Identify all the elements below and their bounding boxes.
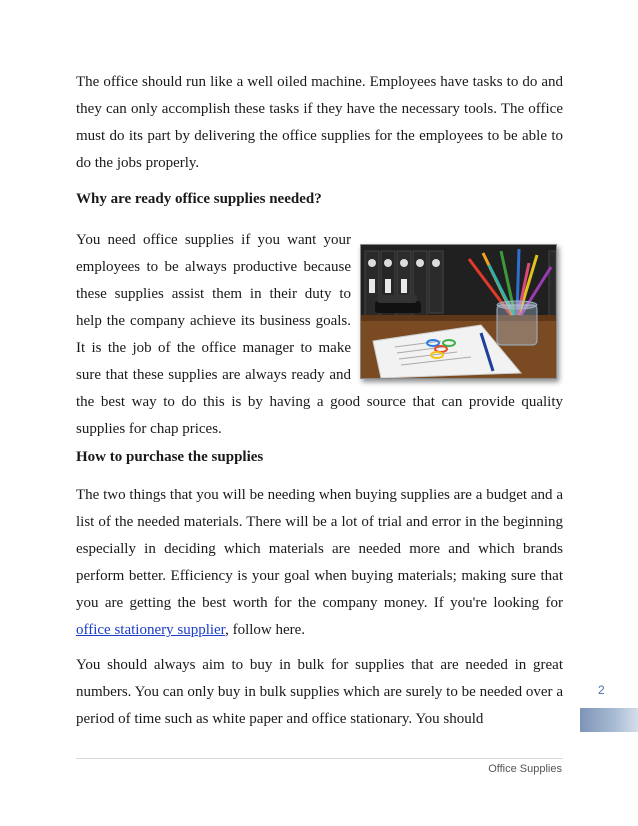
purchase-text-end: , follow here. bbox=[225, 622, 306, 638]
purchase-text: The two things that you will be needing when buying supplies are a budget and a list of the needed materials. There will be a lot of trial and error in the beginning especially in deciding which materials are needed more and which brands perform better. Efficiency is your goal when buying materials; making sure that you are getting the best worth for the company money. If you're looking for bbox=[76, 487, 563, 611]
heading-why-supplies: Why are ready office supplies needed? bbox=[76, 191, 322, 207]
image-wrap-spacer bbox=[351, 227, 563, 377]
footer-title: Office Supplies bbox=[488, 763, 562, 775]
heading-how-to-purchase: How to purchase the supplies bbox=[76, 449, 264, 465]
page-number: 2 bbox=[598, 683, 605, 697]
footer-divider bbox=[76, 758, 563, 759]
intro-paragraph: The office should run like a well oiled machine. Employees have tasks to do and they can only accomplish these tasks if they have the necessary tools. The office must do its part by delivering the office supplies for the employees to be able to do the jobs properly. bbox=[76, 74, 563, 171]
supplies-needed-paragraph bbox=[76, 227, 563, 443]
bulk-buying-paragraph: You should always aim to buy in bulk for supplies that are needed in great numbers. You can only buy in bulk supplies which are surely to be needed over a period of time such as white paper and office stationary. You should bbox=[76, 657, 563, 727]
office-stationery-supplier-link[interactable]: office stationery supplier bbox=[76, 622, 226, 638]
page-tab-decoration bbox=[580, 708, 638, 732]
purchase-paragraph bbox=[76, 482, 563, 644]
supplies-needed-text: You need office supplies if you want your employees to be always productive because these supplies assist them in their duty to help the company achieve its business goals. It is the job of the office manager to make sure that these supplies are always ready and the best way to do this is by having a good source that can provide quality supplies for chap prices. bbox=[76, 232, 563, 437]
